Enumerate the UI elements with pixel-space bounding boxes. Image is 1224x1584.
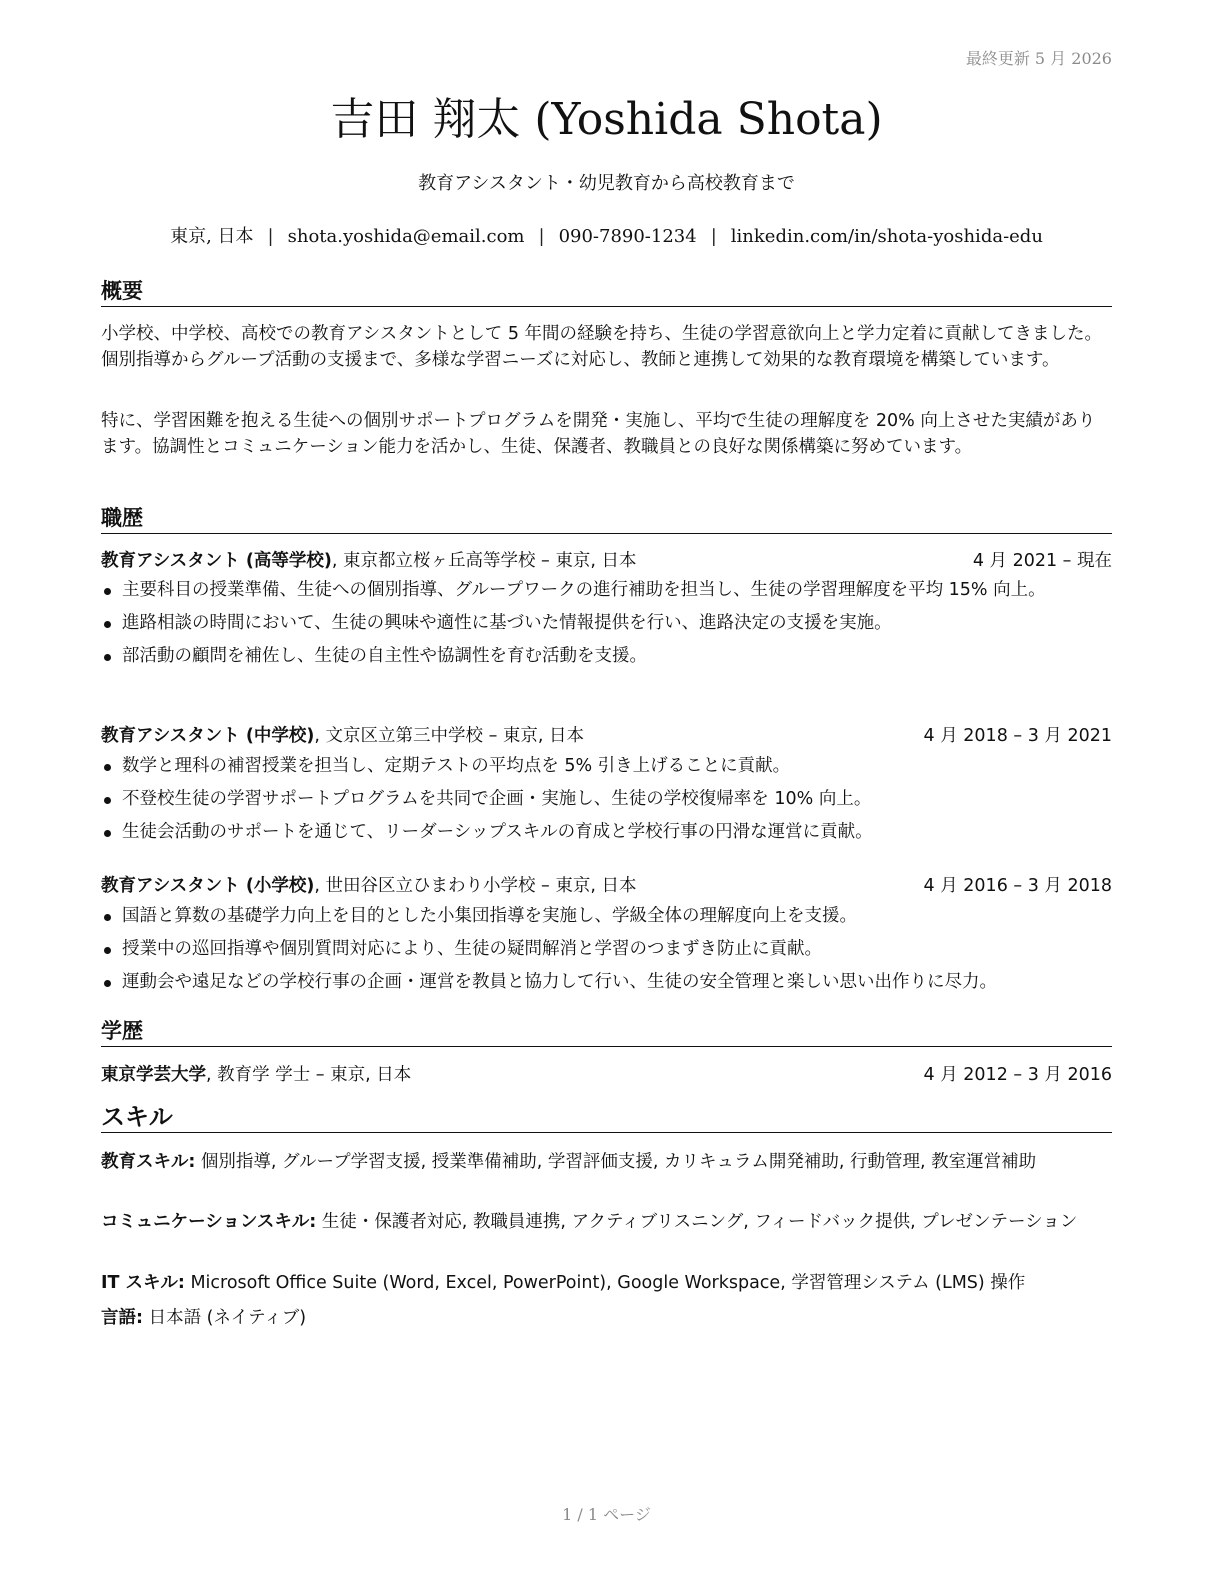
skill-label: IT スキル: — [101, 1273, 185, 1293]
job-header-elementary — [101, 873, 1112, 899]
last-updated: 最終更新 5 月 2026 — [965, 49, 1112, 68]
skill-row-language — [101, 1306, 1112, 1332]
job-date: 4 月 2018 – 3 月 2021 — [923, 726, 1112, 746]
page-number: 1 / 1 ページ — [562, 1505, 651, 1524]
section-heading-experience: 職歴 — [101, 504, 1112, 534]
job-header-middleschool — [101, 723, 1112, 749]
contact-line — [101, 225, 1112, 249]
job-organization: , 世田谷区立ひまわり小学校 – 東京, 日本 — [314, 876, 637, 896]
summary-paragraph-1: 小学校、中学校、高校での教育アシスタントとして 5 年間の経験を持ち、生徒の学習意欲向上と学力定着に貢献してきました。個別指導からグループ活動の支援まで、多様な学習ニーズに対応し、教師と連携して効果的な教育環境を構築しています。 — [101, 324, 1103, 370]
contact-separator: | — [267, 226, 274, 247]
job-organization: , 東京都立桜ヶ丘高等学校 – 東京, 日本 — [331, 551, 637, 571]
skill-value: 生徒・保護者対応, 教職員連携, アクティブリスニング, フィードバック提供, プレゼンテーション — [316, 1212, 1078, 1232]
job-organization: , 文京区立第三中学校 – 東京, 日本 — [314, 726, 585, 746]
candidate-name: 吉田 翔太 (Yoshida Shota) — [330, 94, 883, 145]
contact-separator: | — [710, 226, 717, 247]
job-title: 教育アシスタント (中学校) — [101, 726, 315, 746]
summary-paragraph-2: 特に、学習困難を抱える生徒への個別サポートプログラムを開発・実施し、平均で生徒の理解度を 20% 向上させた実績があります。協調性とコミュニケーション能力を活かし、生徒、保護者、教職員との良好な関係構築に努めています。 — [101, 411, 1096, 457]
skill-label: 教育スキル: — [101, 1152, 196, 1172]
education-entry — [101, 1062, 1112, 1088]
section-heading-education: 学歴 — [101, 1017, 1112, 1047]
list-item: 生徒会活動のサポートを通じて、リーダーシップスキルの育成と学校行事の円滑な運営に貢献。 — [101, 820, 1112, 846]
list-item: 運動会や遠足などの学校行事の企画・運営を教員と協力して行い、生徒の安全管理と楽しい思い出作りに尽力。 — [101, 970, 1112, 996]
job-bullets-elementary — [101, 904, 1112, 1003]
job-date: 4 月 2021 – 現在 — [972, 551, 1112, 571]
contact-separator: | — [538, 226, 545, 247]
skill-row-teaching — [101, 1150, 1112, 1176]
skill-value: 日本語 (ネイティブ) — [143, 1308, 307, 1328]
education-school: 東京学芸大学 — [101, 1065, 206, 1085]
skill-label: コミュニケーションスキル: — [101, 1212, 317, 1232]
job-date: 4 月 2016 – 3 月 2018 — [923, 876, 1112, 896]
list-item: 進路相談の時間において、生徒の興味や適性に基づいた情報提供を行い、進路決定の支援を実施。 — [101, 611, 1112, 637]
skill-value: Microsoft Office Suite (Word, Excel, PowerPoint), Google Workspace, 学習管理システム (LMS) 操作 — [184, 1273, 1026, 1293]
job-bullets-highschool — [101, 578, 1112, 677]
skill-value: 個別指導, グループ学習支援, 授業準備補助, 学習評価支援, カリキュラム開発補助, 行動管理, 教室運営補助 — [195, 1152, 1037, 1172]
contact-email[interactable]: shota.yoshida@email.com — [287, 226, 525, 247]
resume-page — [101, 0, 1112, 1584]
job-header-highschool — [101, 548, 1112, 574]
job-bullets-middleschool — [101, 754, 1112, 853]
list-item: 主要科目の授業準備、生徒への個別指導、グループワークの進行補助を担当し、生徒の学習理解度を平均 15% 向上。 — [101, 578, 1112, 604]
list-item: 数学と理科の補習授業を担当し、定期テストの平均点を 5% 引き上げることに貢献。 — [101, 754, 1112, 780]
list-item: 国語と算数の基礎学力向上を目的とした小集団指導を実施し、学級全体の理解度向上を支援。 — [101, 904, 1112, 930]
contact-location: 東京, 日本 — [170, 226, 254, 247]
list-item: 授業中の巡回指導や個別質問対応により、生徒の疑問解消と学習のつまずき防止に貢献。 — [101, 937, 1112, 963]
job-title: 教育アシスタント (高等学校) — [101, 551, 332, 571]
skill-row-it — [101, 1271, 1112, 1297]
section-heading-summary: 概要 — [101, 277, 1112, 307]
skill-row-communication — [101, 1210, 1112, 1236]
contact-linkedin[interactable]: linkedin.com/in/shota-yoshida-edu — [730, 226, 1043, 247]
tagline: 教育アシスタント・幼児教育から高校教育まで — [418, 173, 795, 194]
section-heading-skills: スキル — [101, 1103, 1112, 1133]
education-detail: , 教育学 学士 – 東京, 日本 — [206, 1065, 412, 1085]
education-date: 4 月 2012 – 3 月 2016 — [923, 1065, 1112, 1085]
contact-phone: 090-7890-1234 — [558, 226, 697, 247]
job-title: 教育アシスタント (小学校) — [101, 876, 315, 896]
list-item: 部活動の顧問を補佐し、生徒の自主性や協調性を育む活動を支援。 — [101, 644, 1112, 670]
skill-label: 言語: — [101, 1308, 143, 1328]
list-item: 不登校生徒の学習サポートプログラムを共同で企画・実施し、生徒の学校復帰率を 10% 向上。 — [101, 787, 1112, 813]
